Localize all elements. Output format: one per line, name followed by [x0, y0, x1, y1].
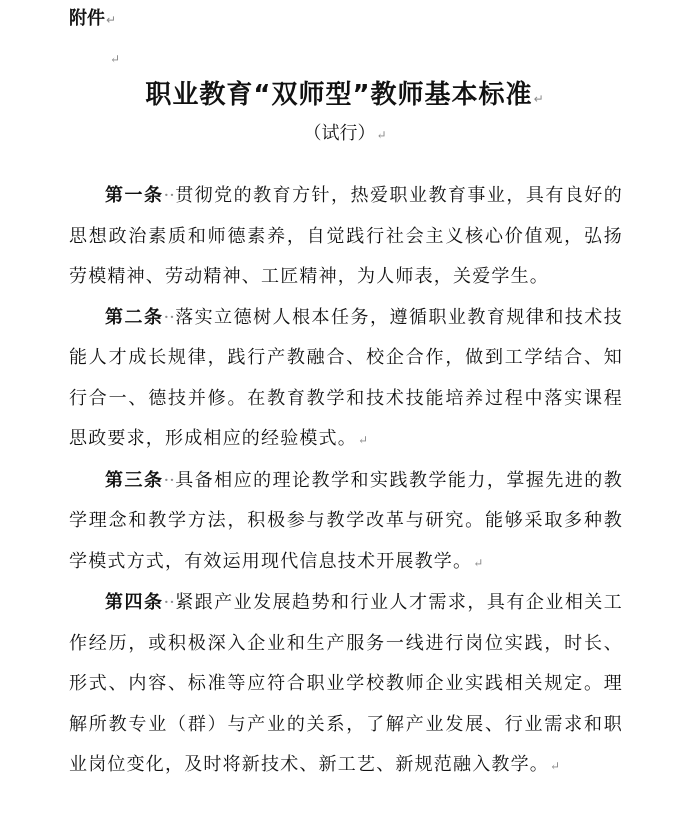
paragraph-mark: ↵ — [106, 13, 117, 27]
article-text: 具备相应的理论教学和实践教学能力，掌握先进的教学理念和教学方法，积极参与教学改革与研究。能够采取多种教学模式方式，有效运用现代信息技术开展教学。 — [69, 469, 623, 572]
article-heading: 第一条 — [105, 185, 164, 206]
separator-dots: ·· — [163, 592, 175, 613]
document-title: 职业教育“双师型”教师基本标准↵ — [145, 80, 545, 110]
document-subtitle: （试行）↵ — [303, 123, 387, 144]
article-heading: 第二条 — [105, 306, 164, 328]
separator-dots: ·· — [163, 185, 175, 206]
paragraph-mark: ↵ — [550, 759, 562, 773]
article-4 — [69, 583, 623, 787]
document-body — [69, 176, 623, 787]
paragraph-mark: ↵ — [110, 52, 121, 66]
article-text: 紧跟产业发展趋势和行业人才需求，具有企业相关工作经历，或积极深入企业和生产服务一线进行岗位实践，时长、形式、内容、标准等应符合职业学校教师企业实践相关规定。理解所教专业（群）与产业的关系，了解产业发展、行业需求和职业岗位变化，及时将新技术、新工艺、新规范融入教学。 — [69, 592, 623, 775]
article-text: 落实立德树人根本任务，遵循职业教育规律和技术技能人才成长规律，践行产教融合、校企合作，做到工学结合、知行合一、德技并修。在教育教学和技术技能培养过程中落实课程思政要求，形成相应的经验模式。 — [69, 306, 623, 449]
paragraph-mark: ↵ — [358, 433, 370, 447]
article-1 — [69, 176, 623, 298]
paragraph-mark: ↵ — [473, 555, 485, 570]
paragraph-mark: ↵ — [533, 92, 545, 106]
article-text: 贯彻党的教育方针，热爱职业教育事业，具有良好的思想政治素质和师德素养，自觉践行社会主义核心价值观，弘扬劳模精神、劳动精神、工匠精神，为人师表，关爱学生。 — [69, 185, 623, 287]
article-heading: 第三条 — [105, 469, 164, 491]
separator-dots: ·· — [163, 306, 175, 328]
article-2 — [69, 298, 623, 461]
article-heading: 第四条 — [105, 592, 164, 613]
separator-dots: ·· — [163, 469, 175, 491]
attachment-label: 附件↵ — [69, 8, 117, 29]
article-3 — [69, 461, 623, 584]
paragraph-mark: ↵ — [376, 128, 387, 142]
